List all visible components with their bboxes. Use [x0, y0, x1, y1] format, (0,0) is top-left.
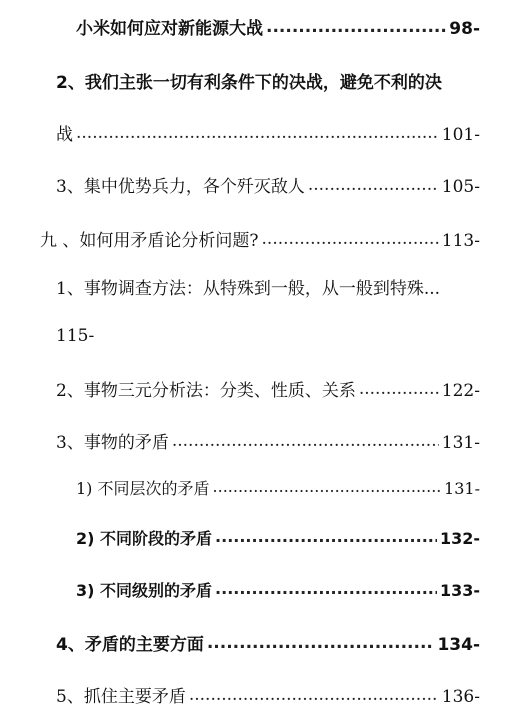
toc-entry: [56, 630, 480, 655]
toc-entry: [76, 578, 480, 601]
toc-entry-page: 101-: [441, 125, 480, 145]
toc-leader-dots: [262, 229, 439, 249]
toc-entry: [56, 376, 480, 401]
toc-entry-page: 131-: [441, 433, 480, 453]
toc-entry-page: 98-: [449, 19, 480, 39]
toc-entry: [56, 172, 480, 197]
toc-leader-dots: [172, 431, 439, 451]
toc-leader-dots: [215, 579, 437, 598]
toc-entry: [76, 526, 480, 549]
toc-entry-page: 136-: [441, 687, 480, 707]
toc-leader-dots: [76, 123, 439, 143]
toc-entry-page: 122-: [441, 381, 480, 401]
toc-leader-dots: [189, 685, 439, 705]
toc-entry-page: 131-: [444, 479, 480, 498]
toc-leader-dots: [359, 379, 439, 399]
toc-entry-title: 5、抓住主要矛盾: [56, 687, 186, 707]
toc-entry-title: 2、事物三元分析法：分类、性质、关系: [56, 381, 356, 401]
toc-entry-title: 4、矛盾的主要方面: [56, 635, 204, 655]
toc-entry: [40, 226, 480, 251]
toc-entry-page: 113-: [441, 231, 480, 251]
toc-entry-title: 小米如何应对新能源大战: [76, 19, 263, 39]
toc-entry-title: 3、事物的矛盾: [56, 433, 169, 453]
toc-entry-title: 战: [56, 125, 73, 145]
toc-entry-page: 133-: [439, 581, 480, 600]
toc-entry-title: 3) 不同级别的矛盾: [76, 581, 213, 600]
toc-entry: [56, 120, 480, 145]
toc-entry-title: 九 、如何用矛盾论分析问题?: [40, 231, 259, 251]
toc-entry-title: 2、我们主张一切有利条件下的决战，避免不利的决: [56, 73, 442, 93]
toc-leader-dots: [266, 17, 446, 37]
toc-entry-title: 1、事物调查方法：从特殊到一般，从一般到特殊...: [56, 279, 441, 299]
toc-leader-dots: [308, 175, 439, 195]
toc-entry-title: 3、集中优势兵力，各个歼灭敌人: [56, 177, 305, 197]
toc-entry-page: 115-: [56, 326, 95, 346]
toc-entry-title: 1) 不同层次的矛盾: [76, 479, 210, 498]
toc-leader-dots: [215, 527, 437, 546]
toc-entry: [56, 682, 480, 707]
toc-entry-title: 2) 不同阶段的矛盾: [76, 529, 213, 548]
toc-leader-dots: [213, 477, 442, 496]
toc-entry-page: 132-: [439, 529, 480, 548]
toc-leader-dots: [207, 633, 435, 653]
toc-entry-page: 134-: [437, 635, 480, 655]
toc-entry-page: 105-: [441, 177, 480, 197]
toc-entry: [76, 14, 480, 39]
toc-entry: [56, 428, 480, 453]
toc-entry: [76, 476, 480, 499]
